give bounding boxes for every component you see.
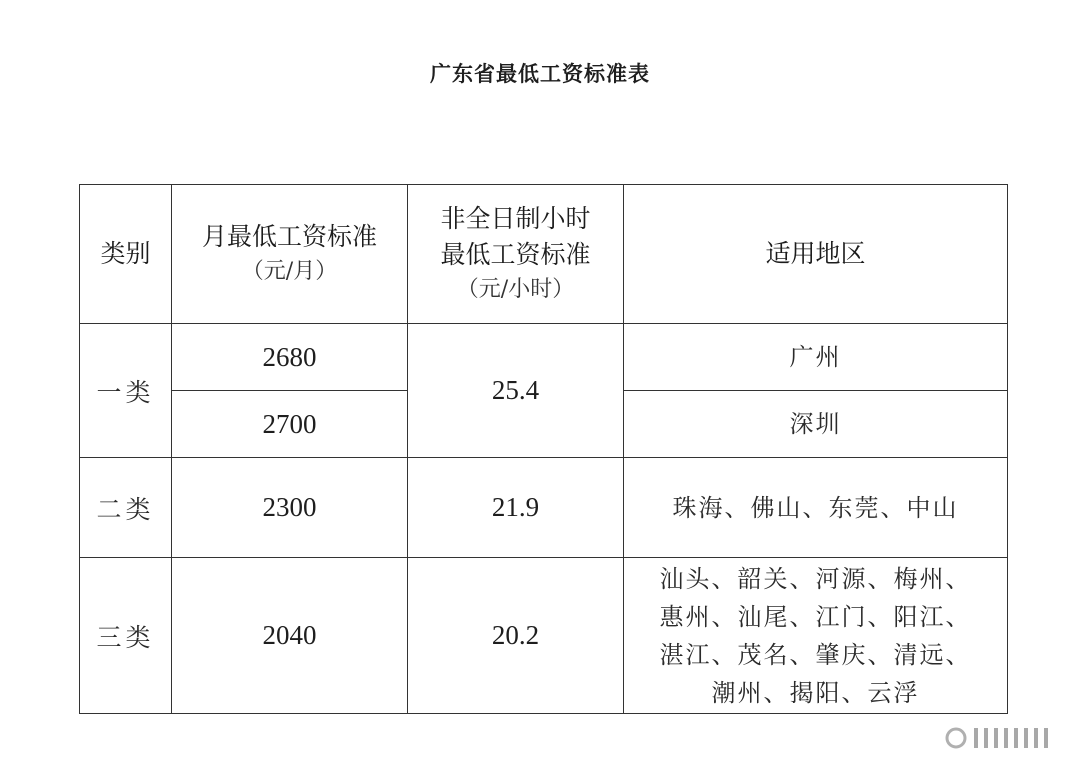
minimum-wage-table	[79, 184, 1008, 714]
category-cell: 三类	[80, 558, 172, 714]
monthly-cell: 2040	[172, 558, 408, 714]
regions-cell: 珠海、佛山、东莞、中山	[624, 458, 1008, 558]
header-hourly-label-2: 最低工资标准	[440, 240, 591, 269]
table-row	[80, 324, 1008, 391]
regions-line: 湛江、茂名、肇庆、清远、	[659, 640, 972, 669]
header-category	[80, 185, 172, 324]
header-row	[80, 185, 1008, 324]
monthly-cell: 2300	[172, 458, 408, 558]
hourly-cell: 25.4	[408, 324, 624, 458]
regions-line: 汕头、韶关、河源、梅州、	[659, 564, 972, 593]
header-hourly-unit: （元/小时）	[456, 277, 575, 302]
monthly-cell: 2680	[172, 324, 408, 391]
regions-line: 惠州、汕尾、江门、阳江、	[659, 602, 972, 631]
hourly-cell: 21.9	[408, 458, 624, 558]
table-row	[80, 458, 1008, 558]
table-row	[80, 558, 1008, 714]
monthly-cell: 2700	[172, 391, 408, 458]
regions-cell	[624, 558, 1008, 714]
page-title: 广东省最低工资标准表	[430, 62, 650, 86]
watermark-logo	[944, 726, 1064, 750]
category-cell: 一类	[80, 324, 172, 458]
header-regions-label: 适用地区	[765, 239, 866, 268]
header-monthly-label: 月最低工资标准	[201, 222, 377, 251]
regions-line: 潮州、揭阳、云浮	[711, 678, 920, 707]
header-category-label: 类别	[100, 239, 151, 268]
regions-cell: 广州	[624, 324, 1008, 391]
header-hourly-label-1: 非全日制小时	[440, 204, 591, 233]
regions-cell: 深圳	[624, 391, 1008, 458]
header-regions	[624, 185, 1008, 324]
header-hourly	[408, 185, 624, 324]
category-cell: 二类	[80, 458, 172, 558]
header-monthly	[172, 185, 408, 324]
header-monthly-unit: （元/月）	[241, 259, 338, 284]
watermark-icon	[944, 726, 1064, 750]
hourly-cell: 20.2	[408, 558, 624, 714]
